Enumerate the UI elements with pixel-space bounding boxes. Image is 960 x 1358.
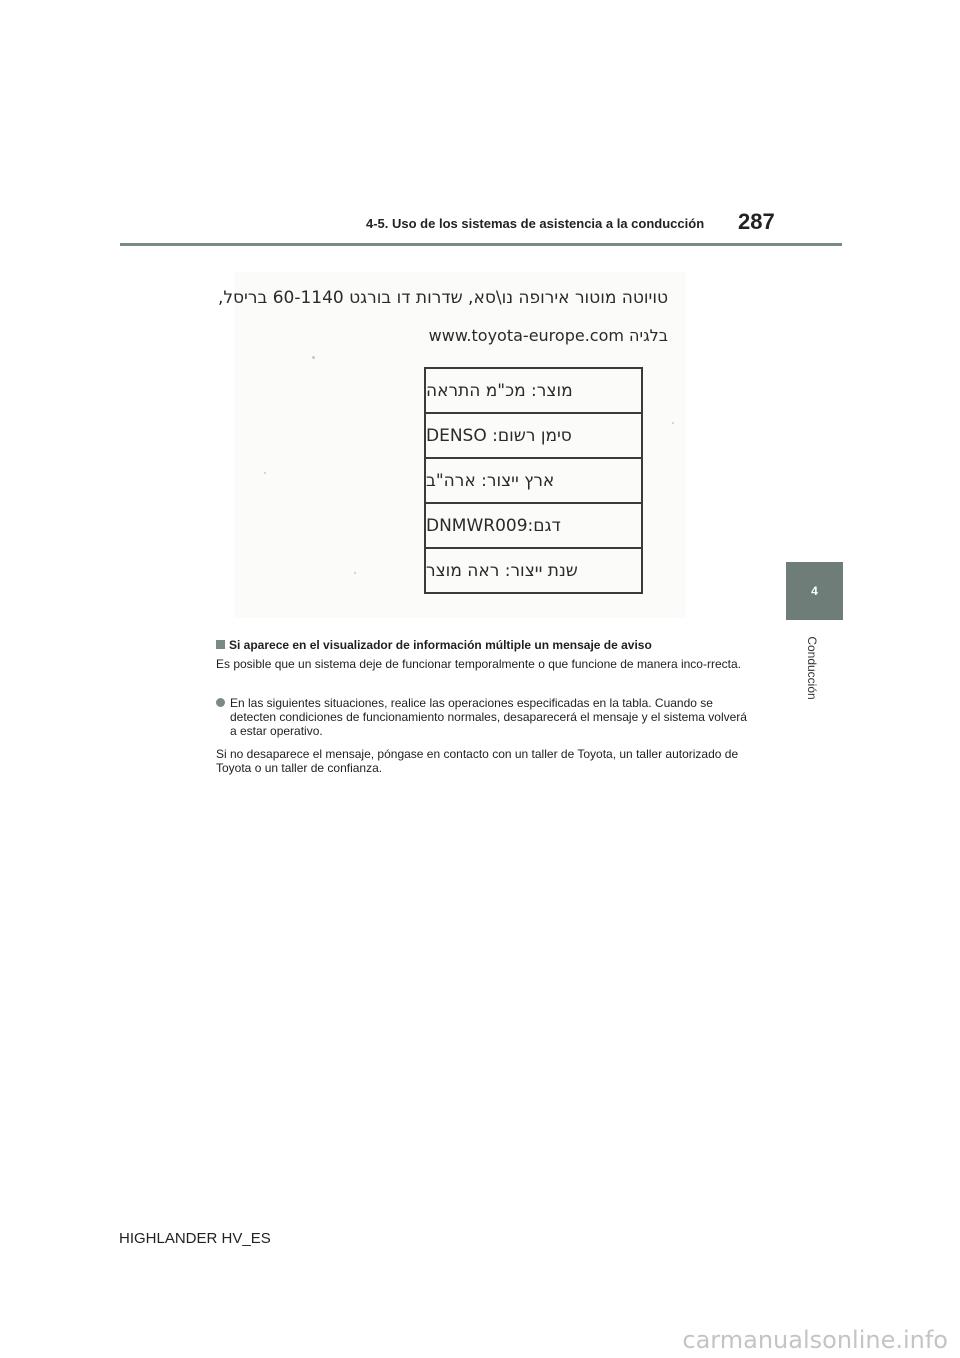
section-heading: [216, 638, 756, 652]
label-table-row-year: שנת ייצור: ראה מוצר: [426, 549, 641, 594]
label-table-row-trademark: סימן רשום: DENSO: [426, 414, 641, 459]
section-title: 4-5. Uso de los sistemas de asistencia a la conducción: [366, 216, 705, 231]
photo-speck: [264, 472, 266, 474]
photo-speck: [354, 572, 356, 574]
chapter-label: Conducción: [805, 636, 819, 700]
bullet-item: [216, 696, 756, 738]
label-address-line: טויוטה מוטור אירופה נו\סא, שדרות דו בורגט 60-1140 בריסל,: [217, 288, 668, 308]
label-table-row-country: ארץ ייצור: ארה"ב: [426, 459, 641, 504]
photo-speck: [672, 422, 674, 424]
section-heading-text: Si aparece en el visualizador de información múltiple un mensaje de aviso: [229, 638, 652, 652]
chapter-number: 4: [811, 584, 818, 598]
label-website-line: www.toyota-europe.com בלגיה: [428, 326, 668, 345]
chapter-tab: [786, 562, 843, 620]
paragraph: Si no desaparece el mensaje, póngase en contacto con un taller de Toyota, un taller autorizado de Toyota o un taller de confianza.: [216, 747, 739, 775]
square-icon: [216, 640, 225, 649]
page-number: 287: [738, 209, 775, 234]
label-table-row-product: מוצר: מכ"מ התראה: [426, 369, 641, 414]
paragraph: Es posible que un sistema deje de funcionar temporalmente o que funcione de manera inco-rrecta.: [216, 657, 741, 671]
label-info-table: [424, 367, 643, 594]
certification-label-image: [217, 272, 686, 618]
bullet-text: En las siguientes situaciones, realice las operaciones especificadas en la tabla. Cuando se detecten condiciones de funcionamiento normales, desaparecerá el mensaje y el sistema volverá a estar operativo.: [230, 696, 747, 738]
circle-icon: [216, 698, 225, 707]
photo-speck: [312, 356, 315, 359]
label-table-row-model: דגם:DNMWR009: [426, 504, 641, 549]
header-rule: [120, 243, 842, 246]
watermark: carmanualsonline.info: [682, 1326, 948, 1354]
footer-model-name: HIGHLANDER HV_ES: [119, 1230, 271, 1247]
